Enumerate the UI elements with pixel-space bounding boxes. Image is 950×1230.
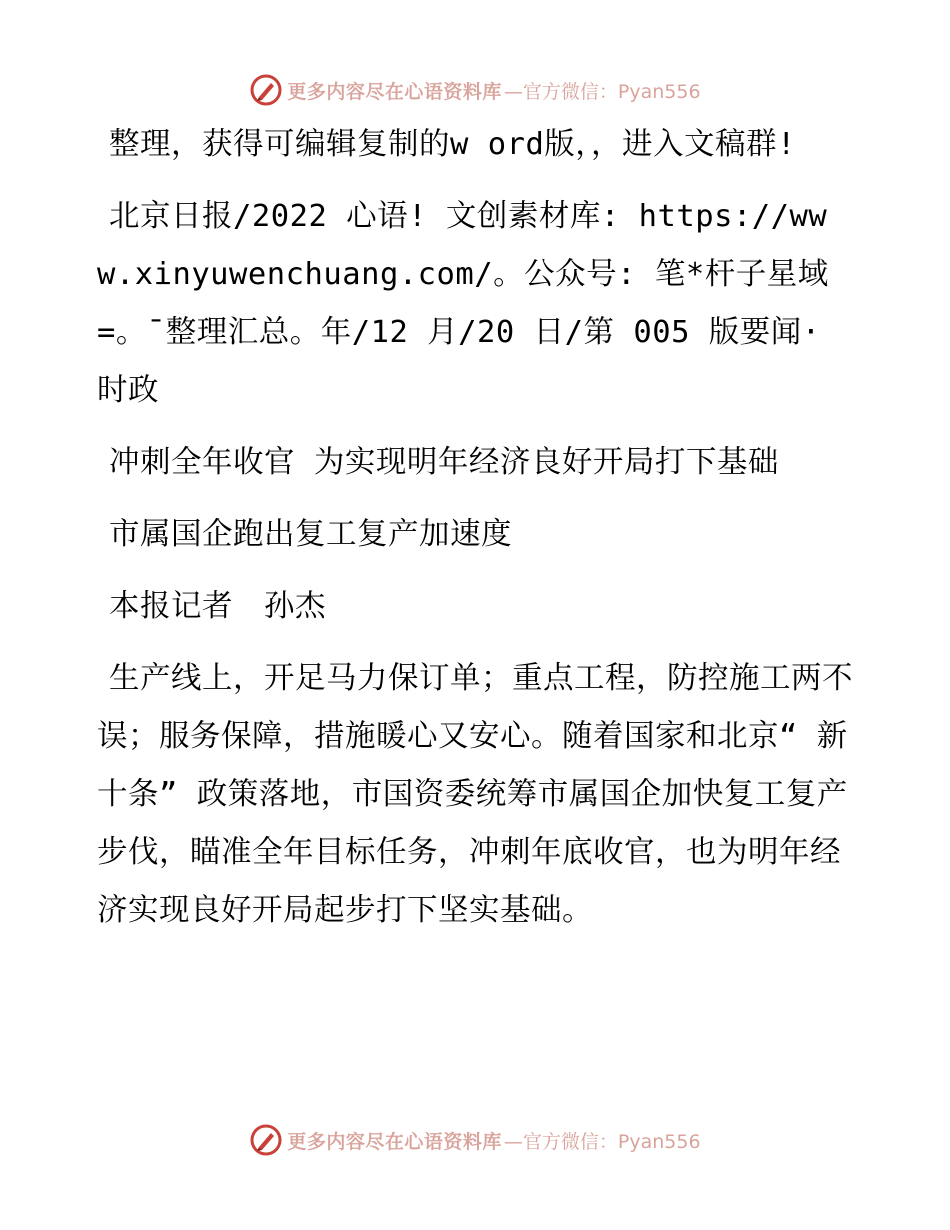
banner-wechat: —官方微信：Pyan556 <box>503 80 701 103</box>
banner-wechat: —官方微信：Pyan556 <box>503 1130 701 1153</box>
headline-main: 冲刺全年收官 为实现明年经济良好开局打下基础 <box>109 445 779 480</box>
body-paragraph: 生产线上，开足马力保订单；重点工程，防控施工两不误；服务保障，措施暖心又安心。随着国家和北京“ 新十条” 政策落地，市国资委统筹市属国企加快复工复产步伐，瞄准全年目标任务，冲刺年底收官，也为明年经济实现良好开局起步打下坚实基础。 <box>97 661 853 928</box>
footer-watermark-banner <box>0 1120 950 1160</box>
intro-paragraph: 整理，获得可编辑复制的w ord版，，进入文稿群! <box>109 127 796 162</box>
document-body <box>97 116 857 954</box>
header-watermark-banner <box>0 70 950 110</box>
headline-sub: 市属国企跑出复工复产加速度 <box>109 517 512 552</box>
byline: 本报记者 孙杰 <box>109 589 326 624</box>
pen-circle-logo-icon <box>249 73 283 107</box>
banner-text: 更多内容尽在心语资料库 <box>287 80 502 103</box>
source-paragraph: 北京日报/2022 心语! 文创素材库: https://www.xinyuwenchuang.com/。公众号: 笔*杆子星域=。¯整理汇总。年/12 月/20 日/第 005 版要闻· 时政 <box>97 199 829 408</box>
banner-text: 更多内容尽在心语资料库 <box>287 1130 502 1153</box>
pen-circle-logo-icon <box>249 1123 283 1157</box>
